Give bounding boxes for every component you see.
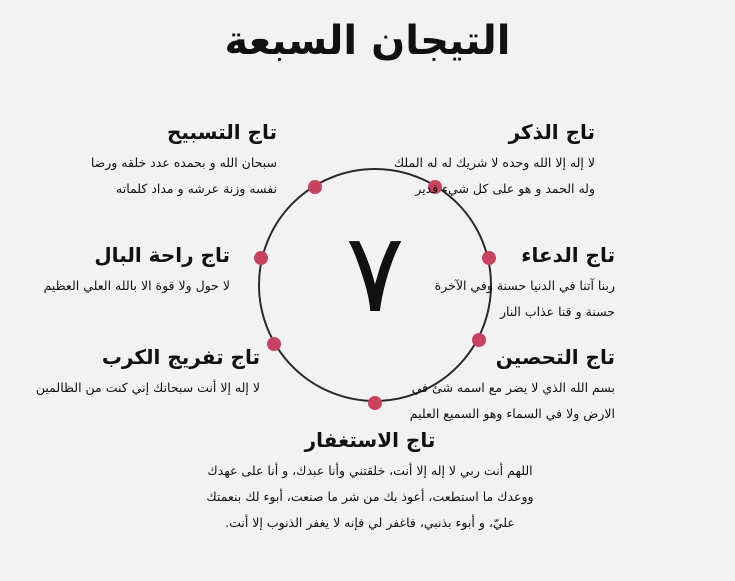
crown-title: تاج الذكر (508, 120, 595, 144)
crown-text: عليّ، و أبوء بذنبي، فاغفر لي فإنه لا يغفر الذنوب إلا أنت. (225, 515, 515, 530)
crown-text: ووعدك ما استطعت، أعوذ بك من شر ما صنعت، أبوء لك بنعمتك (206, 489, 534, 504)
dot-tafrij-alkarb (267, 337, 281, 351)
crown-dhikr (394, 120, 595, 202)
crown-dua (435, 243, 615, 325)
crown-title: تاج التحصين (495, 345, 615, 369)
crown-title: تاج تفريج الكرب (101, 345, 260, 369)
crown-text: لا إله إلا الله وحده لا شريك له له الملك (393, 155, 595, 170)
crown-title: تاج راحة البال (94, 243, 230, 267)
crown-title: تاج الاستغفار (304, 428, 436, 452)
crown-istighfar (160, 428, 580, 536)
crown-rahat-albal (44, 243, 230, 299)
crown-text: حسنة و قنا عذاب النار (500, 304, 615, 319)
crown-text: نفسه وزنة عرشه و مداد كلماته (116, 181, 277, 196)
crown-text: الارض ولا في السماء وهو السميع العليم (409, 406, 615, 421)
page-title: التيجان السبعة (224, 18, 511, 64)
crown-tafrij-alkarb (36, 345, 260, 401)
crown-text: ربنا آتنا في الدنيا حسنة وفي الآخرة (434, 278, 615, 293)
dot-istighfar (368, 396, 382, 410)
crown-text: لا حول ولا قوة الا بالله العلي العظيم (43, 278, 230, 293)
crown-text: بسم الله الذي لا يضر مع اسمه شئ في (411, 380, 615, 395)
dot-tasbih (308, 180, 322, 194)
crown-text: سبحان الله و بحمده عدد خلقه ورضا (90, 155, 277, 170)
crown-text: اللهم أنت ربي لا إله إلا أنت، خلقتني وأنا عبدك، و أنا على عهدك (207, 463, 533, 478)
crown-title: تاج الدعاء (521, 243, 615, 267)
crown-title: تاج التسبيح (166, 120, 277, 144)
crown-text: وله الحمد و هو على كل شيء قدير (415, 181, 595, 196)
crown-tasbih (91, 120, 277, 202)
numeral-seven: ٧ (345, 209, 405, 337)
crown-text: لا إله إلا أنت سبحانك إني كنت من الظالمين (35, 380, 260, 395)
crown-tahsin (410, 345, 615, 427)
